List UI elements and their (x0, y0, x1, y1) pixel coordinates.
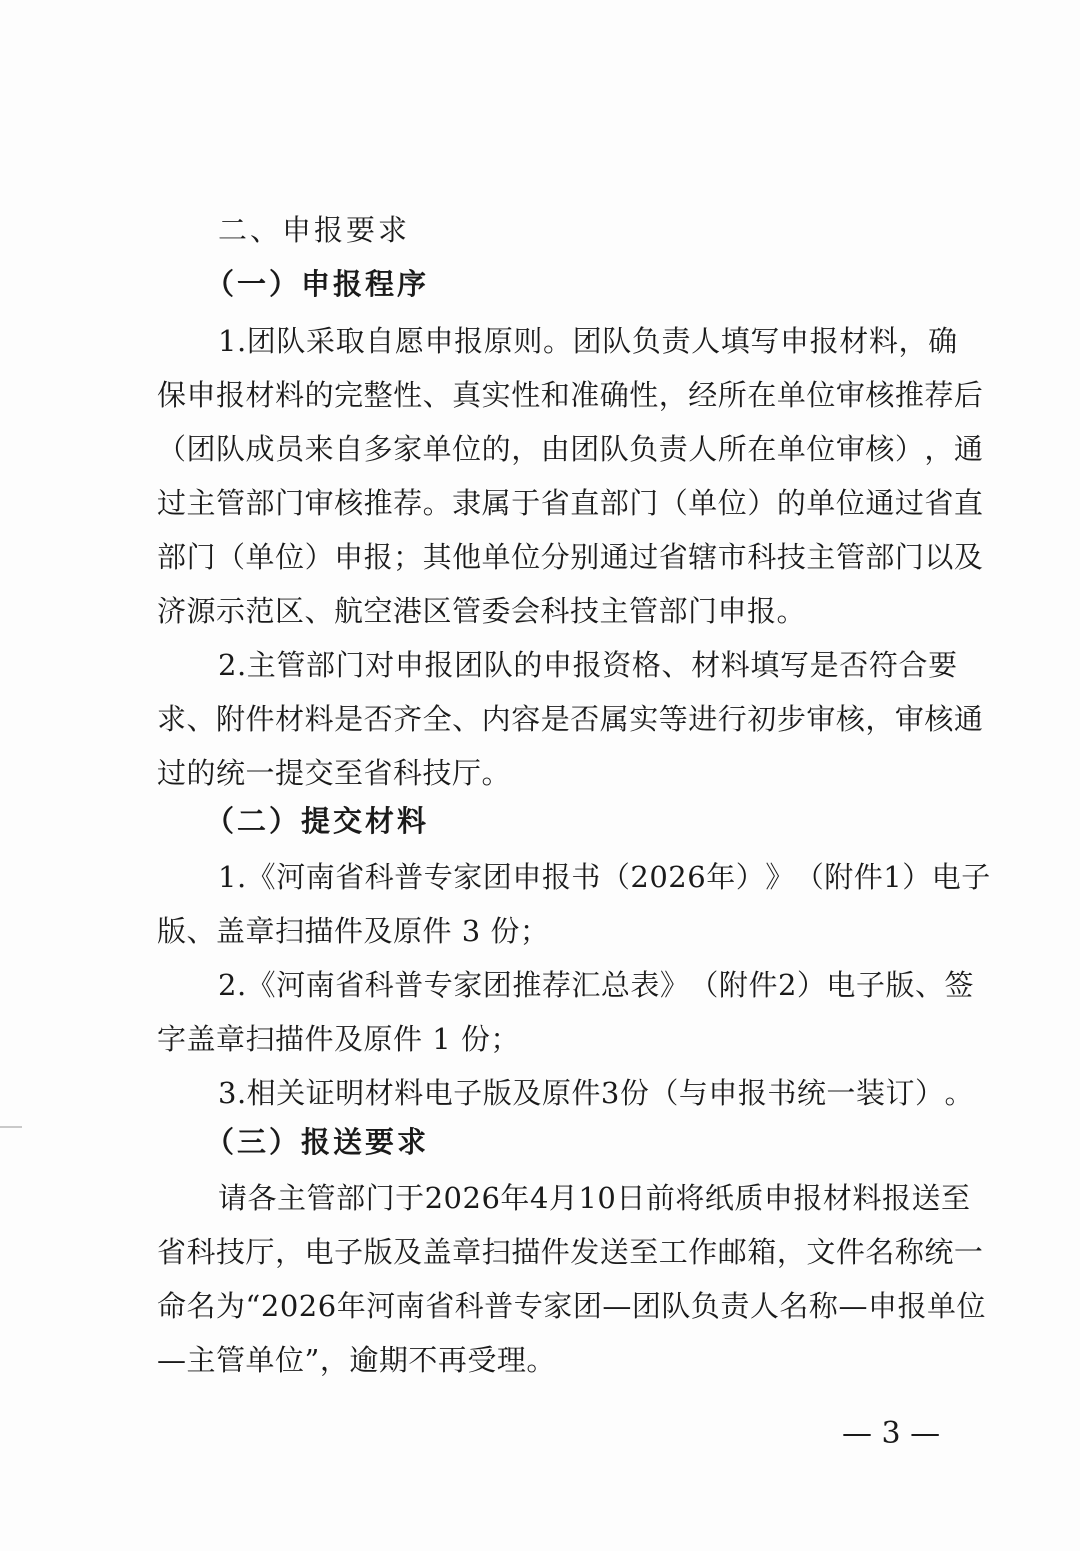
subsection-heading-materials: （二）提交材料 (205, 804, 430, 838)
list-item-line: 字盖章扫描件及原件 1 份； (157, 1022, 520, 1056)
paragraph-line: 请 各 主 管 部 门 于 2026 年 4 月 10 日 前 将 纸 质 申 报 材 料 报 送 至 (218, 1181, 971, 1215)
paragraph-line: 省 科 技 厅 ， 电 子 版 及 盖 章 扫 描 件 发 送 至 工 作 邮 箱 ， 文 件 名 称 统 一 (157, 1235, 984, 1269)
page-number: — 3 — (842, 1416, 941, 1451)
paragraph-line: 过 主 管 部 门 审 核 推 荐 。 隶 属 于 省 直 部 门 （ 单 位 ） 的 单 位 通 过 省 直 (157, 486, 984, 520)
paragraph-line: —主管单位”，逾期不再受理。 (157, 1343, 556, 1377)
paragraph-line: 求 、 附 件 材 料 是 否 齐 全 、 内 容 是 否 属 实 等 进 行 初 步 审 核 ， 审 核 通 (157, 702, 984, 736)
list-item-line: 1. 《 河 南 省 科 普 专 家 团 申 报 书 （ 2026 年 ） 》 （ 附 件 1 ） 电 子 (218, 860, 991, 894)
paragraph-line: 过的统一提交至省科技厅。 (157, 756, 512, 790)
paragraph-line: 部 门 （ 单 位 ） 申 报 ； 其 他 单 位 分 别 通 过 省 辖 市 科 技 主 管 部 门 以 及 (157, 540, 984, 574)
subsection-heading-submission: （三）报送要求 (205, 1125, 430, 1159)
paragraph-line: 2. 主 管 部 门 对 申 报 团 队 的 申 报 资 格 、 材 料 填 写 是 否 符 合 要 (218, 648, 958, 682)
list-item-line: 3. 相 关 证 明 材 料 电 子 版 及 原 件 3 份 （ 与 申 报 书 统 一 装 订 ） 。 (218, 1076, 974, 1110)
paragraph-line: （ 团 队 成 员 来 自 多 家 单 位 的 ， 由 团 队 负 责 人 所 在 单 位 审 核 ） ， 通 (157, 432, 984, 466)
subsection-heading-procedure: （一）申报程序 (205, 267, 430, 301)
paragraph-line: 1. 团 队 采 取 自 愿 申 报 原 则 。 团 队 负 责 人 填 写 申 报 材 料 ， 确 (218, 324, 958, 358)
paragraph-line: 济源示范区、航空港区管委会科技主管部门申报。 (157, 594, 807, 628)
section-heading: 二、申报要求 (218, 213, 411, 247)
paragraph-line: 保 申 报 材 料 的 完 整 性 、 真 实 性 和 准 确 性 ， 经 所 在 单 位 审 核 推 荐 后 (157, 378, 984, 412)
scan-edge-mark (0, 1126, 22, 1128)
list-item-line: 版、盖章扫描件及原件 3 份； (157, 914, 550, 948)
list-item-line: 2. 《 河 南 省 科 普 专 家 团 推 荐 汇 总 表 》 （ 附 件 2 ） 电 子 版 、 签 (218, 968, 974, 1002)
paragraph-line: 命 名 为 “ 2026 年 河 南 省 科 普 专 家 团 — 团 队 负 责 人 名 称 — 申 报 单 位 (157, 1289, 986, 1323)
